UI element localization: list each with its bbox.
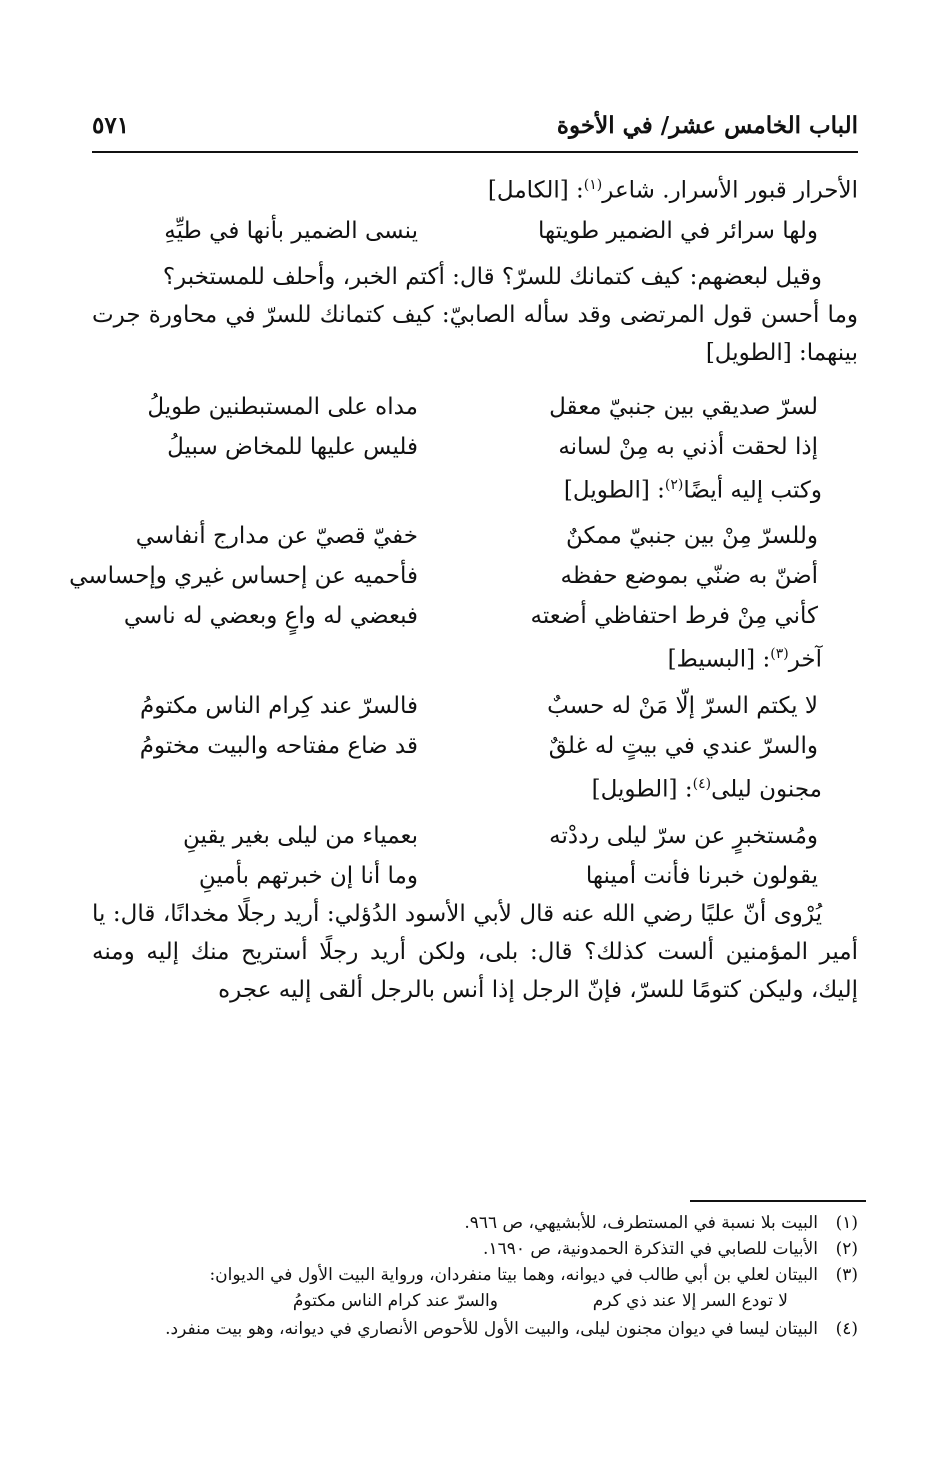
- verse-line: [69, 555, 858, 595]
- verse-hemistich-second: فبعضي له واعٍ وبعضي له ناسي: [123, 603, 418, 630]
- footnote-4: (٤) البيتان ليسا في ديوان مجنون ليلى، والبيت الأول للأحوص الأنصاري في ديوانه، وهو بيت منفرد.: [92, 1316, 858, 1342]
- page-header: [92, 112, 858, 150]
- verse-line: [92, 515, 858, 555]
- footnote-1: (١) البيت بلا نسبة في المستطرف، للأبشيهي، ص ٩٦٦.: [92, 1210, 858, 1236]
- verse-hemistich-first: وللسرّ مِنْ بين جنبيّ ممكنٌ: [566, 523, 818, 550]
- paragraph-5: آخر$^{(٣)}$: [البسيط]: [667, 646, 822, 673]
- verse-line: [92, 855, 858, 895]
- verse-hemistich-second: فأحميه عن إحساس غيري وإحساسي: [69, 563, 418, 590]
- verse-hemistich-first: ومُستخبرٍ عن سرّ ليلى رددْته: [549, 822, 818, 849]
- footnotes: [92, 1210, 858, 1342]
- verse-hemistich-first: إذا لحقت أذني به مِنْ لسانه: [558, 433, 818, 460]
- verse-hemistich-first: والسرّ عندي في بيتٍ له غلقٌ: [548, 732, 818, 759]
- verse-line: [92, 210, 858, 258]
- verse-hemistich-second: فالسرّ عند كِرام الناس مكتومُ: [140, 692, 418, 719]
- verse-line: [92, 595, 858, 635]
- footnote-number: (٢): [835, 1239, 858, 1259]
- header-rule: [92, 151, 858, 153]
- verse-line: [92, 815, 858, 855]
- verse-line: [92, 725, 858, 765]
- verse-hemistich-first: لا تودع السر إلا عند ذي كرم: [592, 1291, 788, 1311]
- verse-hemistich-second: والسرّ عند كرام الناس مكتومُ: [292, 1291, 498, 1311]
- verse-hemistich-second: خفيّ قصيّ عن مدارج أنفاسي: [135, 523, 418, 550]
- footnote-verse: [92, 1288, 858, 1316]
- paragraph-3: وما أحسن قول المرتضى وقد سأله الصابيّ: كيف كتمانك للسرّ في محاورة جرت بينهما: [الطويل]: [92, 301, 858, 366]
- footnote-ref-1: (١): [583, 177, 603, 193]
- footnote-3: (٣) البيتان لعلي بن أبي طالب في ديوانه، وهما بيتا منفردان، ورواية البيت الأول في الديوان:: [92, 1262, 858, 1288]
- paragraph-4: وكتب إليه أيضًا$^{(٢)}$: [الطويل]: [563, 476, 822, 504]
- footnote-number: (٣): [835, 1265, 858, 1285]
- running-title: الباب الخامس عشر/ في الأخوة: [556, 112, 858, 139]
- footnote-ref-3: (٣): [770, 646, 789, 663]
- verse-hemistich-first: كأني مِنْ فرط احتفاظي أضعته: [530, 603, 818, 630]
- verse-line: [92, 386, 858, 426]
- verse-hemistich-second: ينسى الضمير بأنها في طيِّهِ: [164, 217, 418, 244]
- page-number: ٥٧١: [92, 112, 130, 139]
- footnote-ref-4: (٤): [692, 775, 712, 792]
- verse-hemistich-second: مداه على المستبطنين طويلُ: [147, 393, 418, 420]
- verse-hemistich-first: ولها سرائر في الضمير طويتها: [538, 217, 818, 244]
- main-text: [69, 166, 858, 1009]
- paragraph-6: مجنون ليلى$^{(٤)}$: [الطويل]: [591, 775, 822, 803]
- verse-hemistich-first: أضنّ به ضنّي بموضع حفظه: [560, 563, 818, 590]
- verse-line: [92, 426, 858, 466]
- verse-hemistich-first: لسرّ صديقي بين جنبيّ معقل: [549, 393, 818, 420]
- verse-hemistich-first: لا يكتم السرّ إلّا مَنْ له حسبٌ: [547, 692, 818, 719]
- verse-hemistich-first: يقولون خبرنا فأنت أمينها: [585, 862, 818, 889]
- footnote-number: (١): [835, 1213, 858, 1233]
- verse-hemistich-second: قد ضاع مفتاحه والبيت مختومُ: [139, 732, 418, 759]
- footnote-number: (٤): [835, 1319, 858, 1339]
- paragraph-1: الأحرار قبور الأسرار. شاعر$^{(١)}$: [الكامل]: [487, 177, 858, 204]
- footnote-2: (٢) الأبيات للصابي في التذكرة الحمدونية، ص ١٦٩٠.: [92, 1236, 858, 1262]
- verse-hemistich-second: وما أنا إن خبرتهم بأمينِ: [198, 862, 418, 889]
- paragraph-2: وقيل لبعضهم: كيف كتمانك للسرّ؟ قال: أكتم الخبر، وأحلف للمستخبر؟: [162, 263, 822, 290]
- paragraph-7: يُرْوى أنّ عليًا رضي الله عنه قال لأبي الأسود الدُؤلي: أريد رجلًا مخدانًا، قال: يا أمير المؤمنين ألست كذلك؟ قال: بلى، ولكن أريد رجلًا أستريح منك إليه ومنه إليك، وليكن كتومًا للسرّ، فإنّ الرجل إذا أنس بالرجل ألقى إليه عجره: [92, 900, 858, 1003]
- footnote-rule: [690, 1200, 866, 1202]
- verse-hemistich-second: بعمياء من ليلى بغير يقينِ: [183, 822, 418, 849]
- footnote-ref-2: (٢): [664, 476, 684, 493]
- verse-line: [92, 685, 858, 725]
- verse-hemistich-second: فليس عليها للمخاض سبيلُ: [167, 433, 418, 460]
